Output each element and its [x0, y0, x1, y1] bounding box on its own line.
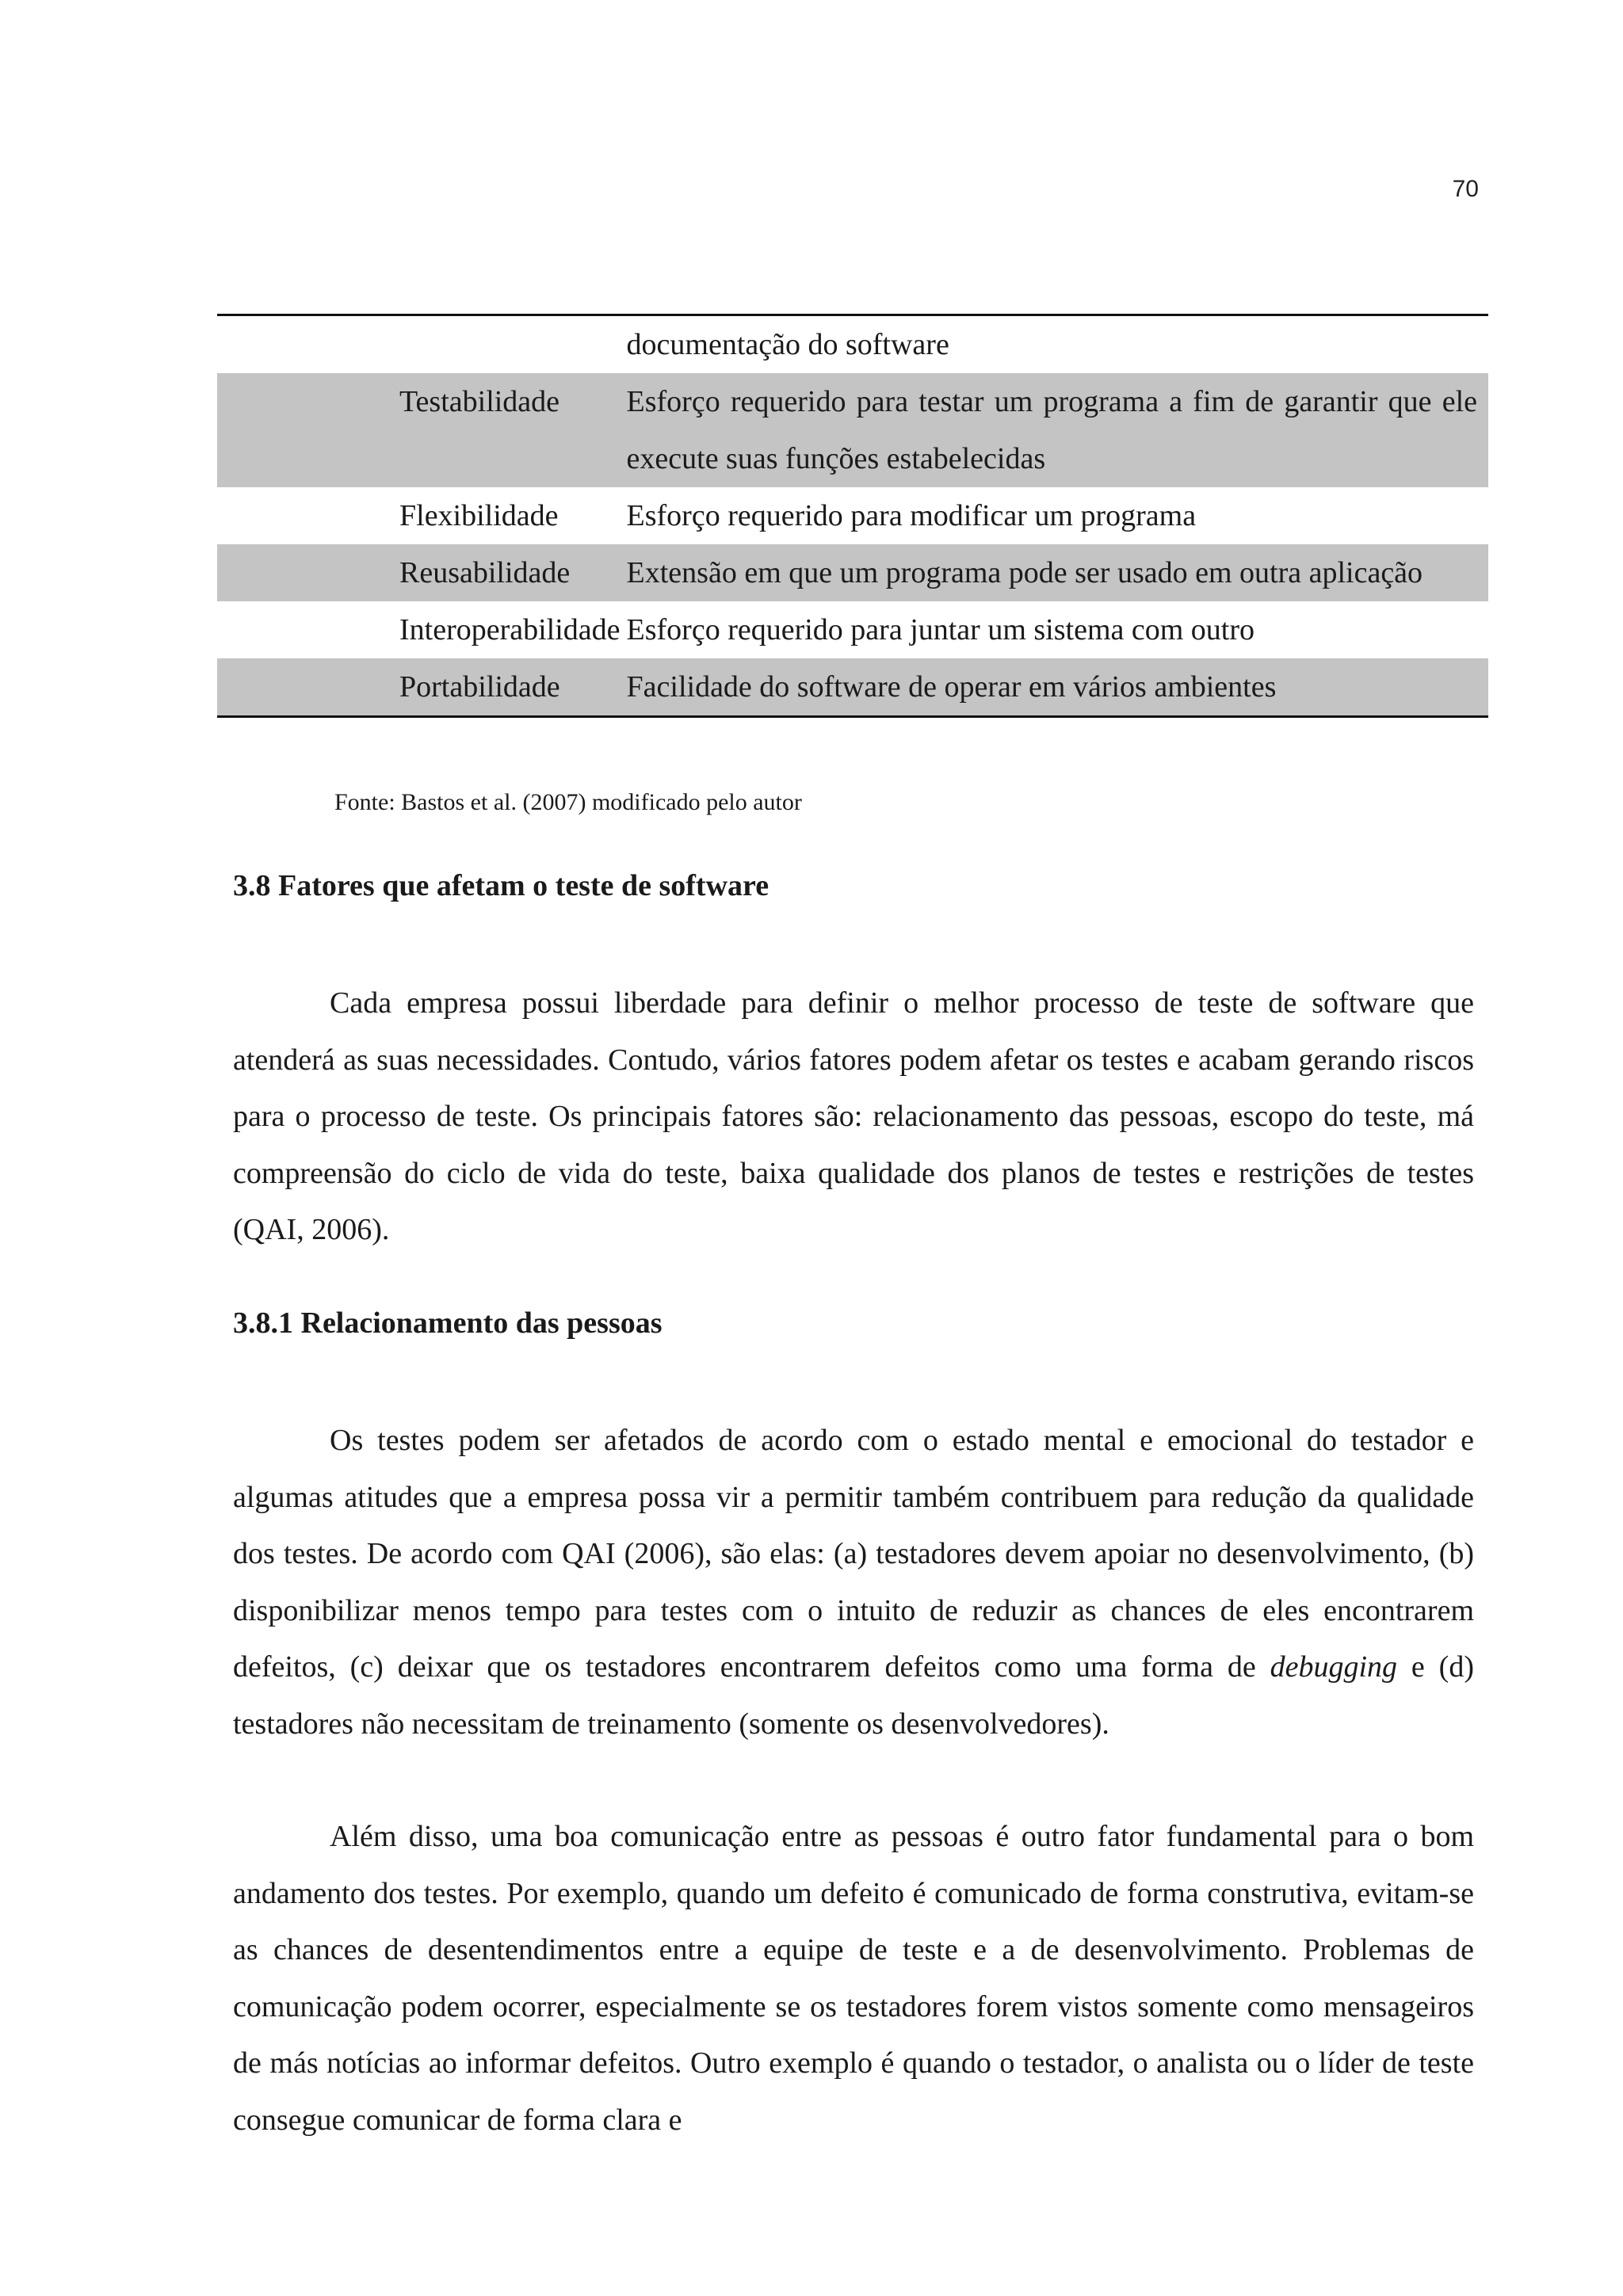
attribute-cell: Flexibilidade [399, 499, 559, 532]
table-row [217, 658, 1488, 717]
italic-term: debugging [1270, 1650, 1398, 1684]
attribute-cell: Portabilidade [217, 658, 621, 717]
description-cell: documentação do software [626, 328, 949, 361]
table-row [217, 601, 1488, 658]
table-row [217, 315, 1488, 374]
description-cell: Facilidade do software de operar em vários ambientes [621, 658, 1488, 717]
section-paragraph: Cada empresa possui liberdade para definir o melhor processo de teste de software que atenderá as suas necessidades. Contudo, vários fatores podem afetar os testes e acabam gerando riscos para o processo de teste. Os principais fatores são: relacionamento das pessoas, escopo do teste, má compreensão do ciclo de vida do teste, baixa qualidade dos planos de testes e restrições de testes (QAI, 2006). [233, 986, 1474, 1247]
table-row [217, 373, 1488, 487]
table-row [217, 544, 1488, 601]
attribute-cell: Interoperabilidade [399, 613, 621, 646]
section-heading: 3.8 Fatores que afetam o teste de software [233, 869, 769, 902]
attribute-cell: Testabilidade [217, 373, 621, 487]
subsection-paragraph-1 [233, 1413, 1474, 1753]
subsection-paragraph-2: Além disso, uma boa comunicação entre as pessoas é outro fator fundamental para o bom andamento dos testes. Por exemplo, quando um defeito é comunicado de forma construtiva, evitam-se as chances de desentendimentos entre a equipe de teste e a de desenvolvimento. Problemas de comunicação podem ocorrer, especialmente se os testadores forem vistos somente como mensageiros de más notícias ao informar defeitos. Outro exemplo é quando o testador, o analista ou o líder de teste consegue comunicar de forma clara e [233, 1820, 1474, 2137]
attribute-cell: Reusabilidade [217, 544, 621, 601]
subsection-heading: 3.8.1 Relacionamento das pessoas [233, 1306, 663, 1340]
paragraph-text: Os testes podem ser afetados de acordo com o estado mental e emocional do testador e algumas atitudes que a empresa possa vir a permitir também contribuem para redução da qualidade dos testes. De acordo com QAI (2006), são elas: (a) testadores devem apoiar no desenvolvimento, (b) disponibilizar menos tempo para testes com o intuito de reduzir as chances de eles encontrarem defeitos, (c) deixar que os testadores encontrarem defeitos como uma forma de [233, 1424, 1474, 1684]
page-number: 70 [1452, 176, 1479, 202]
attribute-cell [217, 315, 621, 374]
table-row [217, 487, 1488, 544]
description-cell: Esforço requerido para juntar um sistema com outro [626, 613, 1255, 646]
description-cell: Esforço requerido para testar um programa a fim de garantir que ele execute suas funções estabelecidas [621, 373, 1488, 487]
description-cell: Extensão em que um programa pode ser usado em outra aplicação [621, 544, 1488, 601]
table-caption: Fonte: Bastos et al. (2007) modificado pelo autor [334, 789, 802, 815]
description-cell: Esforço requerido para modificar um programa [626, 499, 1197, 532]
paragraph-text: e (d) testadores não necessitam de treinamento (somente os desenvolvedores). [233, 1650, 1474, 1741]
quality-attributes-table [217, 314, 1488, 718]
